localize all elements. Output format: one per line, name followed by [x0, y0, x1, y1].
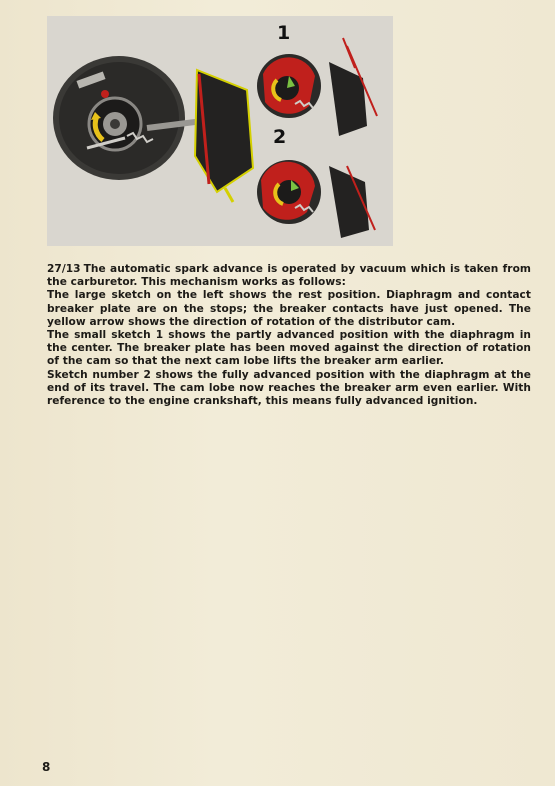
- large-sketch-rest-position: [53, 56, 253, 202]
- caption-text: [47, 263, 531, 408]
- caption-paragraph-1-text: The automatic spark advance is operated by vacuum which is taken from the carburetor. This mechanism works as follows:: [47, 263, 531, 289]
- caption-paragraph-4: Sketch number 2 shows the fully advanced position with the diaphragm at the end of its travel. The cam lobe now reaches the breaker arm even earlier. With reference to the engine crankshaft, this means fully advanced ignition.: [47, 368, 531, 408]
- caption-paragraph-1: [47, 263, 531, 289]
- sketch-2-label: 2: [273, 126, 287, 148]
- sketch-1-partly-advanced: [257, 38, 377, 136]
- sketch-1-label: 1: [277, 22, 291, 44]
- caption-paragraph-2: The large sketch on the left shows the rest position. Diaphragm and contact breaker plate are on the stops; the breaker contacts have just opened. The yellow arrow shows the direction of rotation of the distributor cam.: [47, 289, 531, 328]
- caption-paragraph-3: The small sketch 1 shows the partly advanced position with the diaphragm in the center. The breaker plate has been moved against the direction of rotation of the cam so that the next cam lobe lifts the breaker arm earlier.: [47, 329, 531, 368]
- sketch-2-fully-advanced: [257, 160, 375, 238]
- figure-number: 27/13: [47, 263, 81, 275]
- distributor-diagram-svg: [47, 16, 393, 246]
- page-number: 8: [42, 760, 51, 774]
- distributor-illustration: [47, 16, 393, 246]
